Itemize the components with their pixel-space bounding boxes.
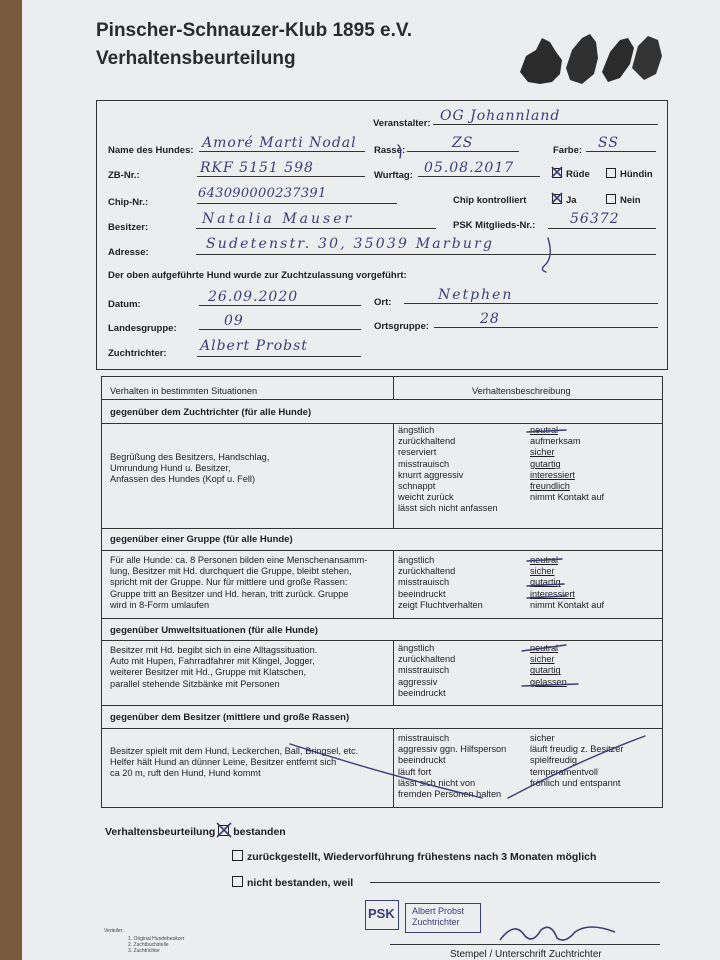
- zb-value: RKF 5151 598: [200, 160, 314, 176]
- ortsgruppe-label: Ortsgruppe:: [374, 321, 429, 332]
- section1-positive: [530, 425, 604, 503]
- list-item: lässt sich nicht von: [398, 777, 476, 788]
- datum-value: 26.09.2020: [208, 289, 299, 305]
- list-item: gutartig: [530, 458, 561, 469]
- list-item: neutral: [530, 643, 559, 653]
- signature-label: Stempel / Unterschrift Zuchtrichter: [450, 949, 602, 960]
- list-item: fremden Personen halten: [398, 789, 502, 800]
- list-item: nimmt Kontakt auf: [530, 492, 605, 503]
- list-item: gutartig: [530, 577, 561, 588]
- list-item: gutartig: [530, 665, 561, 676]
- huendin-checkbox[interactable]: [606, 168, 616, 178]
- judge-stamp-text: Albert Probst Zuchtrichter: [412, 906, 465, 927]
- wurftag-label: Wurftag:: [374, 170, 413, 181]
- chip-kontrolliert-label: Chip kontrolliert: [453, 195, 527, 206]
- list-item: fröhlich und entspannt: [530, 777, 621, 788]
- nein-checkbox[interactable]: [606, 194, 616, 204]
- list-item: nimmt Kontakt auf: [530, 599, 605, 610]
- list-item: lässt sich nicht anfassen: [398, 503, 498, 514]
- list-item: gelassen: [530, 676, 567, 687]
- adresse-label: Adresse:: [108, 247, 149, 258]
- chip-label: Chip-Nr.:: [108, 197, 149, 208]
- dog-name-value: Amoré Marti Nodal: [202, 135, 357, 151]
- psk-stamp-text: PSK: [368, 906, 395, 921]
- vorgefuehrt-text: Der oben aufgeführte Hund wurde zur Zuchtzulassung vorgeführt:: [108, 270, 407, 281]
- list-item: sicher: [530, 447, 555, 458]
- psk-value: 56372: [570, 211, 620, 227]
- section4-negative: [398, 733, 506, 800]
- list-item: sicher: [530, 654, 555, 665]
- section4-positive: [530, 733, 623, 789]
- dog-name-label: Name des Hundes:: [108, 145, 194, 156]
- list-item: läuft freudig z. Besitzer: [530, 744, 624, 755]
- bestanden-label: bestanden: [233, 826, 286, 838]
- list-item: ängstlich: [398, 643, 435, 653]
- list-item: weicht zurück: [398, 492, 454, 503]
- zuchtrichter-value: Albert Probst: [200, 338, 308, 354]
- list-item: aufmerksam: [530, 436, 581, 447]
- list-item: interessiert: [530, 588, 575, 599]
- verteiler-list: 1. Original Hundebesitzer 2. Zuchtbuchstelle 3. Zuchtrichter: [128, 936, 185, 954]
- farbe-value: SS: [598, 135, 619, 151]
- section1-desc: Begrüßung des Besitzers, Handschlag, Umrundung Hund u. Besitzer, Anfassen des Hundes (Kopf u. Fell): [110, 452, 270, 485]
- section4-title: gegenüber dem Besitzer (mittlere und große Rassen): [110, 712, 350, 723]
- section2-negative: [398, 555, 483, 611]
- zb-label: ZB-Nr.:: [108, 170, 140, 181]
- wurftag-value: 05.08.2017: [424, 160, 515, 176]
- ort-value: Netphen: [438, 287, 514, 303]
- section3-positive: [530, 643, 567, 688]
- result-row-bestanden[interactable]: [105, 825, 286, 838]
- chip-value: 643090000237391: [198, 186, 327, 201]
- list-item: neutral: [530, 425, 559, 435]
- list-item: beeindruckt: [398, 755, 446, 766]
- ja-option[interactable]: Ja: [552, 194, 577, 206]
- list-item: temperamentvoll: [530, 766, 598, 777]
- verteiler-label: Verteiler:: [104, 928, 124, 934]
- list-item: aggressiv: [398, 676, 438, 687]
- farbe-label: Farbe:: [553, 145, 583, 156]
- list-item: spielfreudig: [530, 755, 577, 766]
- list-item: freundlich: [530, 481, 570, 492]
- section1-negative: [398, 425, 498, 515]
- list-item: läuft fort: [398, 766, 432, 777]
- list-item: zeigt Fluchtverhalten: [398, 599, 483, 610]
- list-item: schnappt: [398, 481, 436, 492]
- section1-title: gegenüber dem Zuchtrichter (für alle Hunde): [110, 407, 312, 418]
- list-item: sicher: [530, 733, 555, 743]
- section4-desc: Besitzer spielt mit dem Hund, Leckerchen, Ball, Bringsel, etc. Helfer hält Hund an dünner Leine, Besitzer entfernt sich ca 20 m, ruft den Hund, Hund kommt: [110, 746, 359, 779]
- ja-checkbox[interactable]: [552, 194, 562, 204]
- besitzer-value: Natalia Mauser: [202, 211, 355, 227]
- zurueckgestellt-checkbox[interactable]: [232, 850, 243, 861]
- table-header-situation: Verhalten in bestimmten Situationen: [110, 386, 258, 396]
- list-item: ängstlich: [398, 425, 435, 435]
- list-item: aggressiv ggn. Hilfsperson: [398, 744, 507, 755]
- schnauzer-logo-icon: [516, 28, 666, 92]
- ortsgruppe-value: 28: [480, 311, 500, 327]
- datum-label: Datum:: [108, 299, 141, 310]
- list-item: misstrauisch: [398, 733, 450, 743]
- list-item: misstrauisch: [398, 665, 450, 676]
- ruede-option[interactable]: Rüde: [552, 168, 590, 180]
- adresse-value: Sudetenstr. 30, 35039 Marburg: [206, 236, 495, 252]
- section2-title: gegenüber einer Gruppe (für alle Hunde): [110, 534, 293, 545]
- list-item: misstrauisch: [398, 577, 450, 588]
- rasse-value: ZS: [452, 135, 474, 151]
- list-item: beeindruckt: [398, 687, 446, 698]
- ort-label: Ort:: [374, 297, 392, 308]
- rasse-label: Rasse:: [374, 145, 406, 156]
- club-name: Pinscher-Schnauzer-Klub 1895 e.V.: [96, 20, 413, 41]
- list-item: neutral: [530, 555, 559, 565]
- list-item: zurückhaltend: [398, 566, 456, 577]
- list-item: zurückhaltend: [398, 436, 456, 447]
- section2-positive: [530, 555, 604, 611]
- psk-label: PSK Mitglieds-Nr.:: [453, 220, 536, 231]
- bestanden-checkbox[interactable]: [218, 825, 229, 836]
- ruede-checkbox[interactable]: [552, 168, 562, 178]
- section2-desc: Für alle Hunde: ca. 8 Personen bilden eine Menschenansamm- lung, Besitzer mit Hd. durchquert die Gruppe, bleibt stehen, spricht mit der Gruppe. Nur für mittlere und große Rassen: Gruppe tritt an Besitzer und Hd. heran, tritt zurück. Gruppe wird in 8-Form umlaufen: [110, 555, 368, 610]
- result-label: Verhaltensbeurteilung: [105, 826, 216, 838]
- table-header-beschreibung: Verhaltensbeschreibung: [472, 386, 571, 396]
- veranstalter-label: Veranstalter:: [373, 118, 431, 129]
- nein-option[interactable]: Nein: [606, 194, 641, 206]
- result-row-nicht-bestanden[interactable]: nicht bestanden, weil: [232, 876, 353, 889]
- zuchtrichter-label: Zuchtrichter:: [108, 348, 167, 359]
- list-item: beeindruckt: [398, 588, 446, 599]
- besitzer-label: Besitzer:: [108, 222, 149, 233]
- result-row-zurueckgestellt[interactable]: zurückgestellt, Wiedervorführung frühestens nach 3 Monaten möglich: [232, 850, 596, 863]
- landesgruppe-label: Landesgruppe:: [108, 323, 177, 334]
- list-item: reserviert: [398, 447, 437, 458]
- veranstalter-value: OG Johannland: [440, 108, 561, 124]
- nicht-bestanden-checkbox[interactable]: [232, 876, 243, 887]
- list-item: misstrauisch: [398, 458, 450, 469]
- list-item: zurückhaltend: [398, 654, 456, 665]
- section3-negative: [398, 643, 455, 699]
- section3-title: gegenüber Umweltsituationen (für alle Hunde): [110, 625, 318, 636]
- list-item: sicher: [530, 566, 555, 577]
- form-title: Verhaltensbeurteilung: [96, 48, 296, 69]
- list-item: ängstlich: [398, 555, 435, 565]
- landesgruppe-value: 09: [224, 313, 244, 329]
- huendin-option[interactable]: Hündin: [606, 168, 653, 180]
- list-item: interessiert: [530, 469, 575, 480]
- list-item: knurrt aggressiv: [398, 469, 464, 480]
- section3-desc: Besitzer mit Hd. begibt sich in eine Alltagssituation. Auto mit Hupen, Fahrradfahrer mit Klingel, Jogger, weiterer Besitzer mit Hd., Gruppe mit Klatschen, parallel stehende Sitzbänke mit Personen: [110, 645, 318, 689]
